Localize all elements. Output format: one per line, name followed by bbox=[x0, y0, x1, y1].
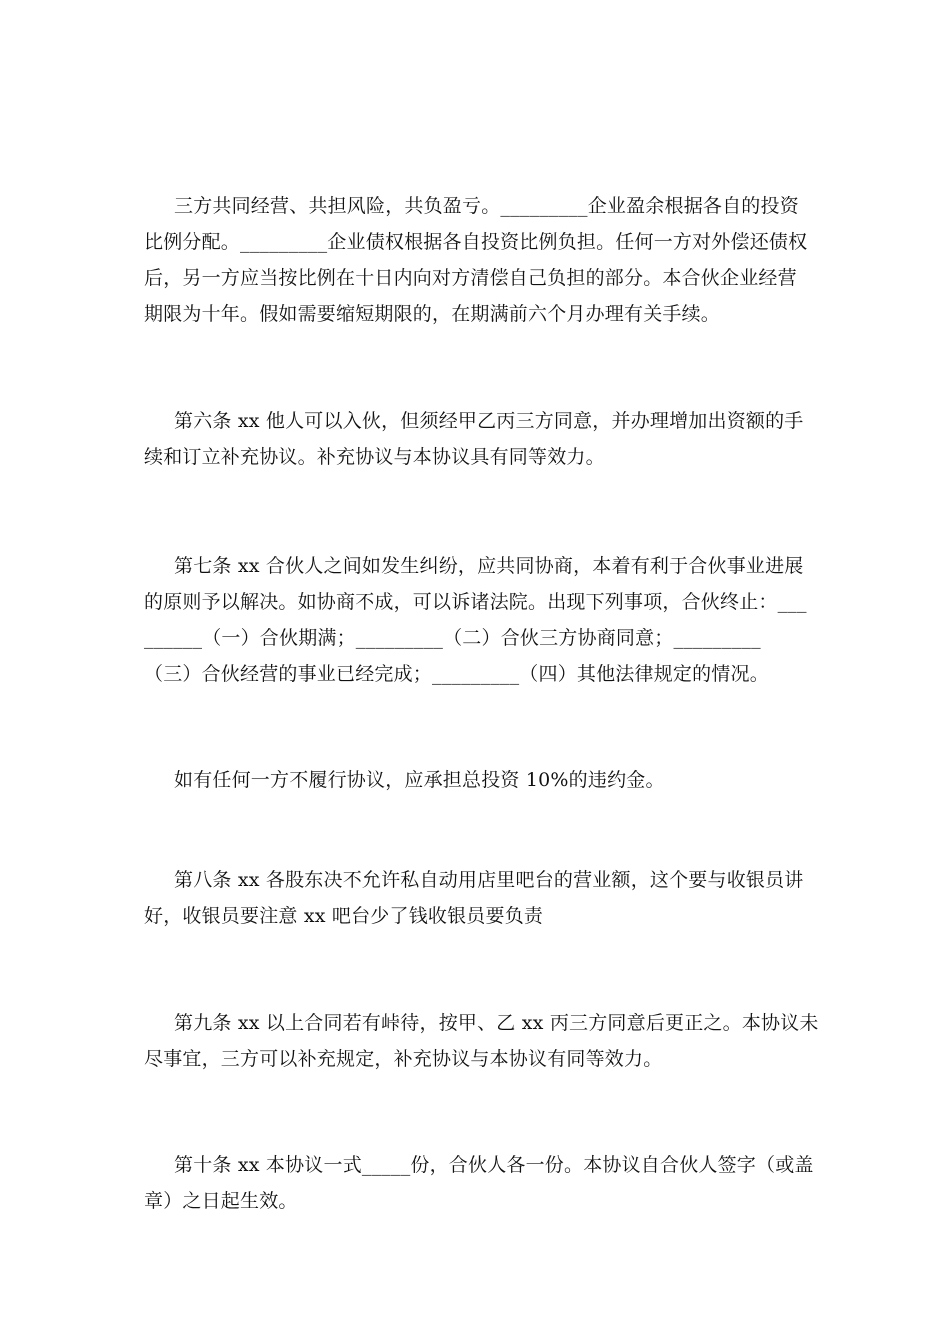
paragraph-line: 的原则予以解决。如协商不成，可以诉诸法院。出现下列事项，合伙终止：___ bbox=[144, 591, 807, 613]
paragraph-line: 好，收银员要注意 xx 吧台少了钱收银员要负责 bbox=[144, 905, 544, 927]
paragraph-line: 第六条 xx 他人可以入伙，但须经甲乙丙三方同意，并办理增加出资额的手 bbox=[174, 410, 804, 432]
paragraph-line: 第八条 xx 各股东决不允许私自动用店里吧台的营业额，这个要与收银员讲 bbox=[174, 869, 804, 891]
paragraph-penalty bbox=[144, 762, 808, 798]
paragraph-line: 后，另一方应当按比例在十日内向对方清偿自己负担的部分。本合伙企业经营 bbox=[144, 267, 797, 289]
paragraph-line: 尽事宜，三方可以补充规定，补充协议与本协议有同等效力。 bbox=[144, 1048, 663, 1070]
paragraph-article-9 bbox=[144, 1005, 819, 1077]
paragraph-line: 三方共同经营、共担风险，共负盈亏。_________企业盈余根据各自的投资 bbox=[174, 195, 799, 217]
paragraph-line: 期限为十年。假如需要缩短期限的，在期满前六个月办理有关手续。 bbox=[144, 303, 721, 325]
paragraph-line: 第九条 xx 以上合同若有峠待，按甲、乙 xx 丙三方同意后更正之。本协议未 bbox=[174, 1012, 819, 1034]
paragraph-article-8 bbox=[144, 862, 808, 934]
paragraph-profit-sharing bbox=[144, 188, 808, 332]
paragraph-line: 第十条 xx 本协议一式_____份，合伙人各一份。本协议自合伙人签字（或盖 bbox=[174, 1154, 814, 1176]
paragraph-line: 续和订立补充协议。补充协议与本协议具有同等效力。 bbox=[144, 446, 605, 468]
paragraph-line: （三）合伙经营的事业已经完成；_________（四）其他法律规定的情况。 bbox=[144, 663, 769, 685]
paragraph-line: 比例分配。_________企业债权根据各自投资比例负担。任何一方对外偿还债权 bbox=[144, 231, 808, 253]
paragraph-line: 章）之日起生效。 bbox=[144, 1190, 298, 1212]
paragraph-article-6 bbox=[144, 403, 808, 475]
paragraph-line: 第七条 xx 合伙人之间如发生纠纷，应共同协商，本着有利于合伙事业进展 bbox=[174, 555, 804, 577]
paragraph-article-10 bbox=[144, 1147, 814, 1219]
paragraph-line: 如有任何一方不履行协议，应承担总投资 10%的违约金。 bbox=[174, 769, 665, 791]
paragraph-article-7 bbox=[144, 548, 808, 692]
paragraph-line: ______（一）合伙期满；_________（二）合伙三方协商同意；_________ bbox=[144, 627, 761, 649]
